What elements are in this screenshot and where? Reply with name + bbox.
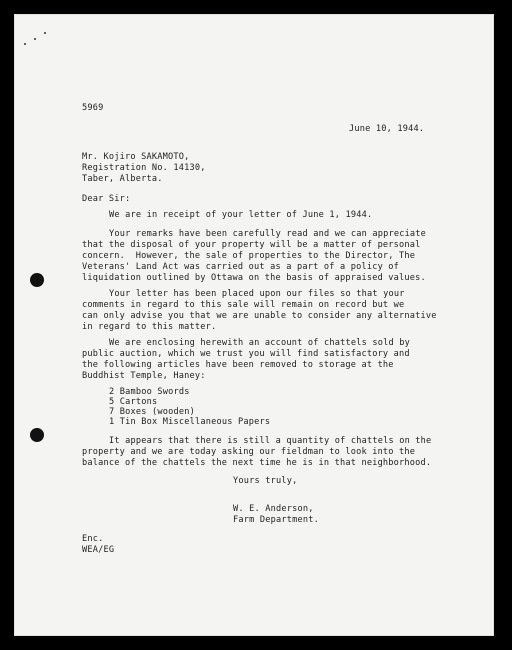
list-item: 1 Tin Box Miscellaneous Papers [109, 417, 271, 427]
file-number: 5969 [82, 103, 104, 113]
signer-name: W. E. Anderson, [233, 504, 314, 514]
paragraph-line: Your remarks have been carefully read and we can appreciate [109, 229, 427, 239]
paragraph-line: We are enclosing herewith an account of chattels sold by [109, 338, 410, 348]
list-item: 7 Boxes (wooden) [109, 407, 195, 417]
paragraph-line: property and we are today asking our fieldman to look into the [82, 447, 416, 457]
paragraph-line: Your letter has been placed upon our files so that your [109, 289, 405, 299]
paragraph-line: concern. However, the sale of properties to the Director, The [82, 251, 416, 261]
paragraph-line: that the disposal of your property will be a matter of personal [82, 240, 421, 250]
punch-hole-top [30, 273, 44, 287]
list-item: 5 Cartons [109, 397, 158, 407]
recipient-registration: Registration No. 14130, [82, 163, 206, 173]
paper-speck [34, 38, 36, 40]
paragraph-line: It appears that there is still a quantity of chattels on the [109, 436, 432, 446]
paragraph-line: liquidation outlined by Ottawa on the basis of appraised values. [82, 273, 426, 283]
paragraph-line: Buddhist Temple, Haney: [82, 371, 206, 381]
salutation: Dear Sir: [82, 194, 131, 204]
list-item: 2 Bamboo Swords [109, 387, 190, 397]
paragraph-line: public auction, which we trust you will find satisfactory and [82, 349, 410, 359]
enclosure-note: Enc. [82, 534, 104, 544]
paper-speck [44, 32, 46, 34]
paragraph-line: comments in regard to this sale will remain on record but we [82, 300, 405, 310]
punch-hole-bottom [30, 428, 44, 442]
paragraph-line: balance of the chattels the next time he is in that neighborhood. [82, 458, 432, 468]
signer-department: Farm Department. [233, 515, 319, 525]
recipient-address: Taber, Alberta. [82, 174, 163, 184]
typist-initials: WEA/EG [82, 545, 115, 555]
paragraph-line: the following articles have been removed to storage at the [82, 360, 394, 370]
paragraph-line: Veterans' Land Act was carried out as a part of a policy of [82, 262, 400, 272]
paragraph-line: We are in receipt of your letter of June 1, 1944. [109, 210, 373, 220]
recipient-name: Mr. Kojiro SAKAMOTO, [82, 152, 190, 162]
complimentary-close: Yours truly, [233, 476, 298, 486]
paper-speck [24, 43, 26, 45]
letter-date: June 10, 1944. [349, 124, 425, 134]
paragraph-line: can only advise you that we are unable to consider any alternative [82, 311, 437, 321]
paragraph-line: in regard to this matter. [82, 322, 217, 332]
